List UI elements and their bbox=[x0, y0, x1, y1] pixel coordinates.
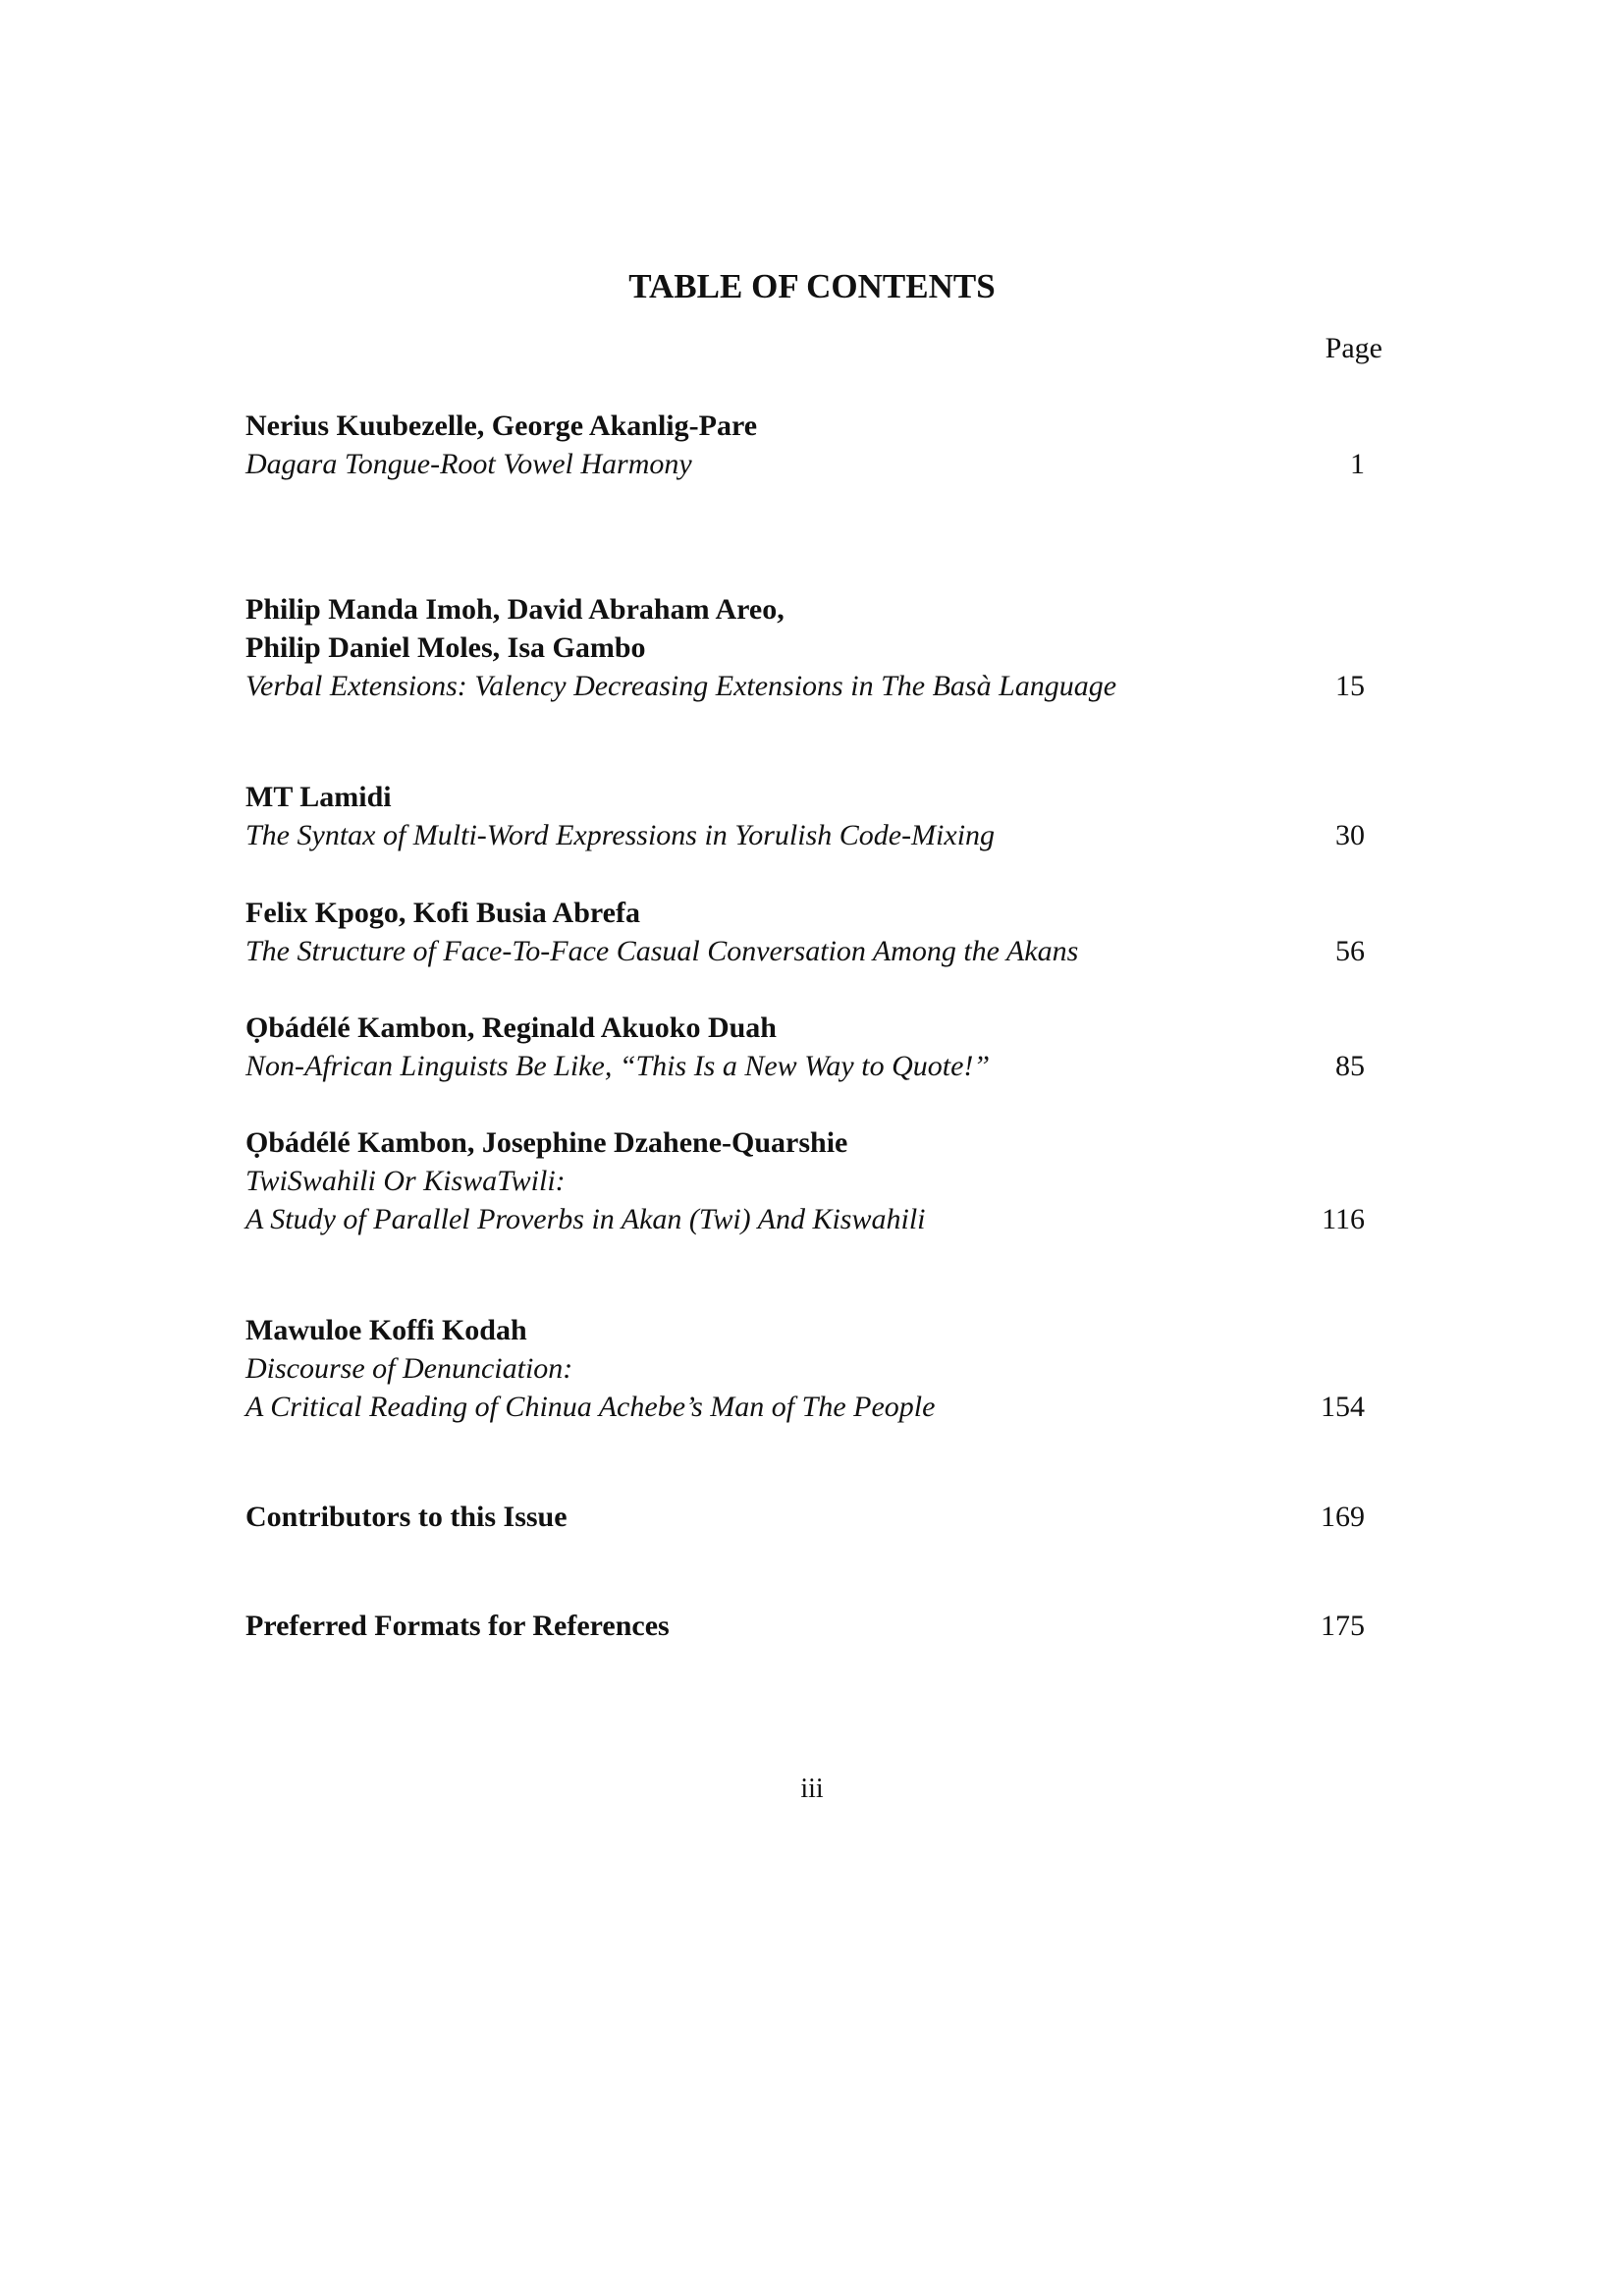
page-title: TABLE OF CONTENTS bbox=[628, 267, 996, 305]
entry-title: The Structure of Face-To-Face Casual Conversation Among the Akans bbox=[245, 935, 1079, 967]
entry-title: Dagara Tongue-Root Vowel Harmony bbox=[245, 448, 692, 480]
section-page-number: 169 bbox=[1321, 1501, 1365, 1533]
toc-entry[interactable] bbox=[245, 778, 1375, 854]
entry-subtitle: A Study of Parallel Proverbs in Akan (Twi) And Kiswahili bbox=[245, 1203, 926, 1235]
page-folio: iii bbox=[800, 1774, 824, 1804]
entry-title: Non-African Linguists Be Like, “This Is a New Way to Quote!” bbox=[245, 1050, 991, 1082]
entry-authors: MT Lamidi bbox=[245, 781, 392, 813]
section-page-number: 175 bbox=[1321, 1610, 1365, 1642]
entry-page-number: 15 bbox=[1335, 670, 1365, 702]
entry-authors: Ọbádélé Kambon, Reginald Akuoko Duah bbox=[245, 1011, 777, 1044]
entry-page-number: 1 bbox=[1350, 448, 1365, 480]
entry-page-number: 56 bbox=[1335, 935, 1365, 967]
entry-title: Verbal Extensions: Valency Decreasing Extensions in The Basà Language bbox=[245, 670, 1117, 702]
toc-entry[interactable] bbox=[245, 590, 1375, 705]
entry-page-number: 154 bbox=[1321, 1391, 1365, 1423]
toc-entry[interactable] bbox=[245, 407, 1375, 483]
entry-authors: Mawuloe Koffi Kodah bbox=[245, 1314, 527, 1346]
section-label: Preferred Formats for References bbox=[245, 1610, 670, 1642]
entry-title: The Syntax of Multi-Word Expressions in Yorulish Code-Mixing bbox=[245, 819, 996, 851]
table-of-contents bbox=[245, 407, 1375, 1645]
toc-entry[interactable] bbox=[245, 894, 1375, 970]
toc-section-contributors[interactable] bbox=[245, 1498, 1375, 1536]
toc-section-reference-formats[interactable] bbox=[245, 1607, 1375, 1645]
entry-title: Discourse of Denunciation: bbox=[245, 1352, 573, 1385]
entry-page-number: 85 bbox=[1335, 1050, 1365, 1082]
entry-authors: Nerius Kuubezelle, George Akanlig-Pare bbox=[245, 410, 758, 442]
entry-authors: Philip Manda Imoh, David Abraham Areo, bbox=[245, 593, 785, 626]
section-label: Contributors to this Issue bbox=[245, 1501, 568, 1533]
entry-authors: Felix Kpogo, Kofi Busia Abrefa bbox=[245, 897, 640, 929]
entry-page-number: 30 bbox=[1335, 819, 1365, 851]
page-column-label: Page bbox=[1325, 332, 1382, 364]
entry-authors: Philip Daniel Moles, Isa Gambo bbox=[245, 631, 646, 664]
entry-authors: Ọbádélé Kambon, Josephine Dzahene-Quarshie bbox=[245, 1126, 848, 1159]
toc-entry[interactable] bbox=[245, 1311, 1375, 1426]
toc-entry[interactable] bbox=[245, 1123, 1375, 1238]
entry-title: TwiSwahili Or KiswaTwili: bbox=[245, 1165, 566, 1197]
entry-page-number: 116 bbox=[1322, 1203, 1365, 1235]
toc-entry[interactable] bbox=[245, 1009, 1375, 1085]
entry-subtitle: A Critical Reading of Chinua Achebe’s Man of The People bbox=[245, 1391, 936, 1423]
